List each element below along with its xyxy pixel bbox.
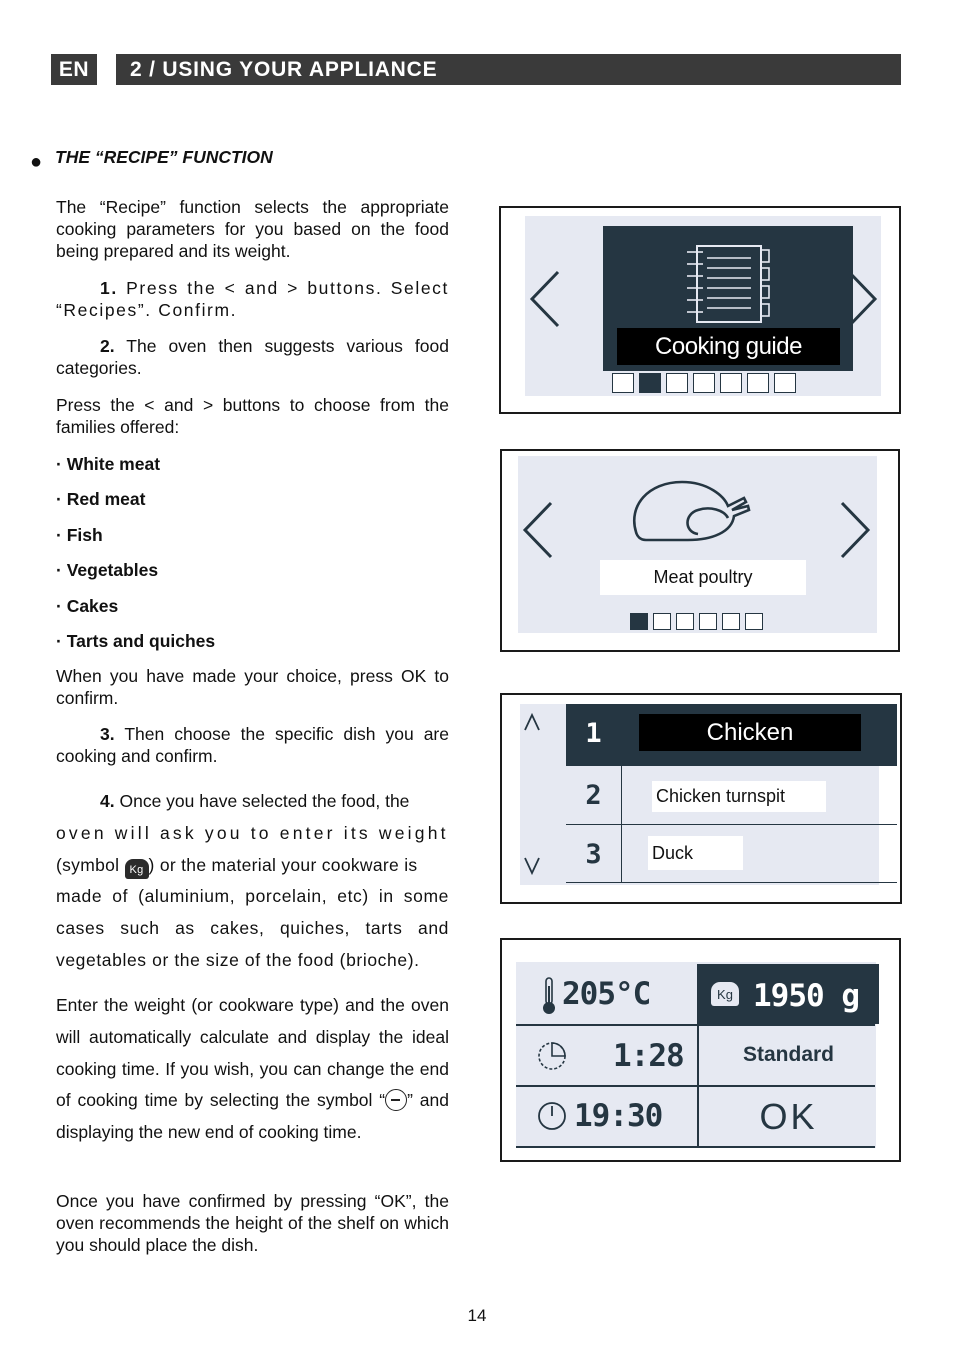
list-item-label: Duck (648, 836, 743, 870)
chevron-left-icon[interactable] (521, 499, 555, 561)
step-4-number: 4. (100, 791, 115, 811)
list-item[interactable] (566, 766, 897, 825)
list-item-label: Chicken (639, 714, 861, 751)
page-number: 14 (467, 1306, 487, 1325)
choice-paragraph: When you have made your choice, press OK to confirm. (56, 666, 449, 708)
duration-cell[interactable] (518, 1026, 697, 1086)
cooking-guide-book-icon (683, 244, 773, 324)
duration-value: 1:28 (613, 1038, 684, 1074)
ok-button[interactable] (698, 1088, 879, 1148)
families-paragraph: Press the < and > buttons to choose from the families offered: (56, 395, 449, 437)
family-item: · Fish (56, 525, 103, 545)
bullet-icon: ● (30, 151, 43, 173)
family-item: · Red meat (56, 489, 146, 509)
poultry-icon (628, 476, 768, 546)
step-4-line-b: oven will ask you to enter its weight (56, 822, 449, 843)
step-4 (56, 786, 449, 977)
step-2 (56, 335, 449, 379)
temperature-value: 205°C (562, 976, 651, 1012)
page-dot (666, 373, 688, 393)
step-3-number: 3. (100, 724, 115, 744)
step-1-text: Press the < and > buttons. Select “Recipes”. Confirm. (56, 278, 449, 320)
step-1-number: 1. (100, 278, 118, 298)
family-item: · Tarts and quiches (56, 631, 216, 651)
step-2-number: 2. (100, 336, 115, 356)
weight-text-b: ” and displaying the new end of cooking time. (56, 1090, 449, 1143)
text-column (56, 0, 449, 1300)
page-dot (722, 613, 740, 630)
end-time-clock-icon (536, 1100, 568, 1132)
page-dot (612, 373, 634, 393)
section-header: 2 / USING YOUR APPLIANCE (116, 54, 901, 85)
family-item: · Cakes (56, 596, 119, 616)
page-dot (699, 613, 717, 630)
kg-weight-icon: Kg (711, 982, 739, 1006)
temperature-cell[interactable] (518, 964, 697, 1024)
list-item[interactable] (566, 825, 897, 883)
list-item-label: Chicken turnspit (652, 781, 826, 812)
page-indicator (630, 613, 763, 630)
end-time-cell[interactable] (518, 1088, 697, 1148)
step-1 (56, 277, 449, 321)
option-label: Cooking guide (617, 328, 840, 365)
chevron-left-icon[interactable] (528, 268, 562, 330)
thermometer-icon (540, 976, 558, 1016)
list-item-number: 1 (566, 704, 622, 765)
page-indicator (612, 373, 796, 393)
page-dot (693, 373, 715, 393)
display-screen (525, 216, 881, 396)
scroll-down-icon[interactable] (523, 856, 541, 876)
weight-value: 1950 g (753, 978, 859, 1014)
step-4-text-a: Once you have selected the food, the (119, 791, 410, 811)
page-dot (774, 373, 796, 393)
page-dot (630, 613, 648, 630)
step-4-line-c (56, 850, 449, 882)
kg-weight-icon: Kg (125, 859, 149, 879)
display-panel-food-category (500, 449, 900, 652)
display-panel-dish-list (500, 693, 902, 904)
step-3-text: Then choose the specific dish you are cooking and confirm. (56, 724, 449, 766)
family-item: · White meat (56, 454, 161, 474)
section-title: THE “RECIPE” FUNCTION (55, 147, 273, 167)
list-item-number: 2 (566, 766, 622, 824)
mode-value: Standard (742, 1043, 834, 1066)
weight-cell[interactable] (698, 964, 879, 1024)
duration-clock-icon (536, 1040, 568, 1072)
page-dot (653, 613, 671, 630)
ok-label: OK (759, 1096, 818, 1137)
family-item: · Vegetables (56, 560, 159, 580)
page-dot (676, 613, 694, 630)
list-item-number: 3 (566, 825, 622, 882)
selected-option-tile[interactable] (603, 226, 853, 371)
category-label[interactable]: Meat poultry (600, 560, 806, 595)
page-dot (639, 373, 661, 393)
step-2-text: The oven then suggests various food categories. (56, 336, 449, 378)
end-time-clock-icon (385, 1089, 407, 1111)
step-3 (56, 723, 449, 767)
step-4-text-c2: ) or the material your cookware is (148, 854, 418, 875)
weight-paragraph (56, 990, 449, 1149)
display-panel-cooking-settings (500, 938, 901, 1162)
step-4-line-d: made of (aluminium, porcelain, etc) in some cases such as cakes, quiches, tarts and vegetables or the size of the food (brioche). (56, 886, 449, 970)
scroll-up-icon[interactable] (523, 712, 541, 732)
page-dot (745, 613, 763, 630)
end-time-value: 19:30 (574, 1098, 663, 1134)
step-4-text-c1: (symbol (56, 854, 120, 875)
language-tag: EN (51, 54, 97, 85)
mode-cell[interactable] (698, 1026, 879, 1086)
display-screen (518, 456, 877, 633)
display-panel-cooking-guide (499, 206, 901, 414)
step-4-line-a (56, 786, 449, 818)
page-dot (747, 373, 769, 393)
list-item[interactable] (566, 704, 897, 766)
display-screen (520, 704, 879, 885)
divider (516, 1085, 875, 1087)
weight-text-a: Enter the weight (or cookware type) and the oven will automatically calculate and display the ideal cooking time. If you wish, you can change the end of cooking time by selecting the symbol “ (56, 995, 449, 1111)
intro-paragraph: The “Recipe” function selects the appropriate cooking parameters for you based on the food being prepared and its weight. (56, 197, 449, 261)
divider (697, 964, 699, 1148)
chevron-right-icon[interactable] (845, 268, 879, 330)
divider (516, 1146, 875, 1148)
chevron-right-icon[interactable] (838, 499, 872, 561)
confirm-paragraph: Once you have confirmed by pressing “OK”, the oven recommends the height of the shelf on which you should place the dish. (56, 1191, 449, 1255)
page-dot (720, 373, 742, 393)
